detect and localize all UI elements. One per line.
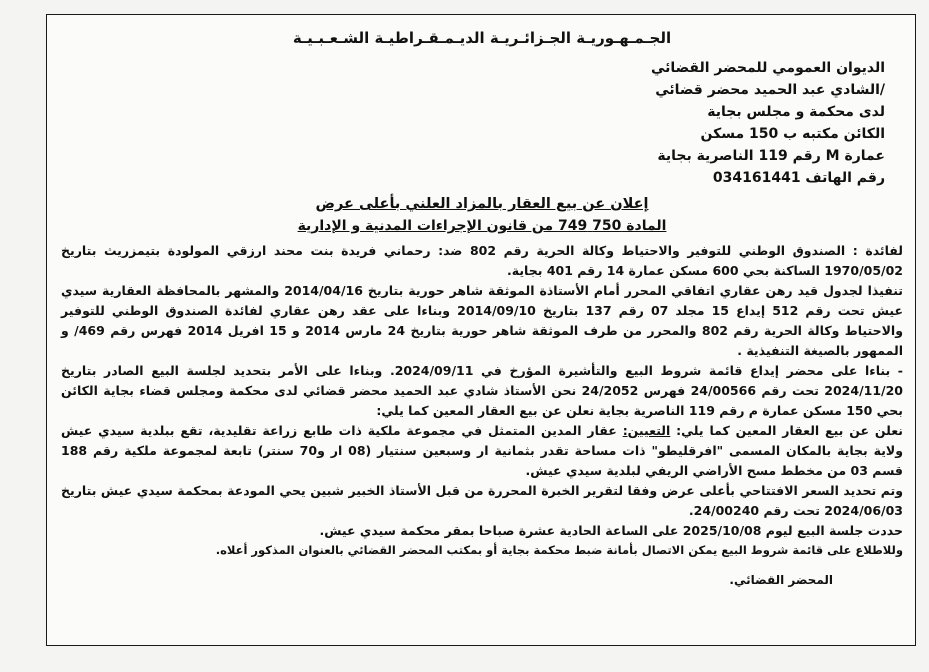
sale-session-paragraph: حددت جلسة البيع ليوم 2025/10/08 على الساعة الحادية عشرة صباحا بمقر محكمة سيدي عيش. [319, 523, 903, 538]
mortgage-paragraph: تنفيذا لجدول قيد رهن عقاري اتفاقي المحرر أمام الأستاذة الموثقة شاهر حورية بتاريخ 2014/04/16 والمشهر بالمحافظة العقارية سيدي عيش تحت رقم 512 إيداع 15 مجلد 07 رقم 137 بتاريخ 2014/09/10 وبناءا على عقد رهن عقاري لفائدة الصندوق الوطني للتوفير والاحتياط وكالة الحرية رقم 802 والمحرر من طرف الموثقة شاهر حورية بتاريخ 24 مارس 2014 و 15 افريل 2014 فهرس رقم 469/ و الممهور بالصيغة التنفيذية . [61, 283, 904, 358]
designation-paragraph [61, 421, 903, 481]
designation-lead: نعلن عن بيع العقار المعين كما يلي: [676, 423, 903, 438]
designation-text: عقار المدين المتمثل في مجموعة ملكية ذات طابع زراعة تقليدية، تقع ببلدية سيدي عيش ولاية بجاية بالمكان المسمى "افرقليطو" ذات مساحة تقدر بثمانية ار وسبعين سنتيار (08 ار و70 سنتر) تابعة لمجموعة ملكية رقم 188 قسم 03 من مخطط مسح الأراضي الريفي لبلدية سيدي عيش. [61, 423, 903, 478]
office-line-1: الديوان العمومي للمحضر القضائي [650, 60, 885, 76]
conditions-paragraph: - بناءا على محضر إيداع قائمة شروط البيع والتأشيرة المؤرخ في 2024/09/11. وبناءا على الأمر بتحديد لجلسة البيع الصادر بتاريخ 2024/11/20 تحت رقم 24/00566 فهرس 24/2052 نحن الأستاذ شادي عبد الحميد محضر قضائي لدى محكمة ومجلس قضاء بجاية الكائن بحي 150 مسكن عمارة م رقم 119 الناصرية بجاية نعلن عن بيع العقار المعين كما يلي: [61, 363, 903, 418]
contact-paragraph: وللاطلاع على قائمة شروط البيع يمكن الاتصال بأمانة ضبط محكمة بجاية أو بمكتب المحضر القضائي بالعنوان المذكور أعلاه. [215, 543, 903, 557]
announcement-title: إعلان عن بيع العقار بالمزاد العلني بأعلى عرض [315, 196, 649, 212]
office-line-3: لدى محكمة و مجلس بجاية [707, 104, 885, 120]
announcement-frame [46, 14, 916, 646]
designation-label: التعيين: [622, 423, 671, 438]
office-line-2: /الشادي عبد الحميد محضر قضائي [655, 82, 885, 98]
signature: المحضر القضائي. [729, 573, 833, 587]
document-body [61, 23, 903, 637]
opening-price-paragraph: وتم تحديد السعر الافتتاحي بأعلى عرض وفقا لتقرير الخبرة المحررة من قبل الأستاذ الخبير شبين يحي المودعة بمحكمة سيدي عيش بتاريخ 2024/06/03 تحت رقم 24/00240. [61, 483, 903, 518]
republic-heading: الجـمـهـوريـة الجـزائـريـة الديـمـقـراطيـة الشـعـبـيـة [292, 29, 672, 47]
beneficiary-paragraph: لفائدة : الصندوق الوطني للتوفير والاحتياط وكالة الحرية رقم 802 ضد: رحماني فريدة بنت محند ارزقي المولودة بتيمزريث بتاريخ 1970/05/02 الساكنة بحي 600 مسكن عمارة 14 رقم 401 بجاية. [61, 243, 903, 278]
office-header [61, 57, 903, 189]
legal-article: المادة 750 749 من قانون الإجراءات المدنية و الإدارية [297, 218, 667, 234]
office-line-5: عمارة M رقم 119 الناصرية بجاية [657, 148, 885, 164]
office-line-4: الكائن مكتبه ب 150 مسكن [700, 126, 885, 142]
office-phone: رقم الهاتف 034161441 [712, 170, 885, 186]
